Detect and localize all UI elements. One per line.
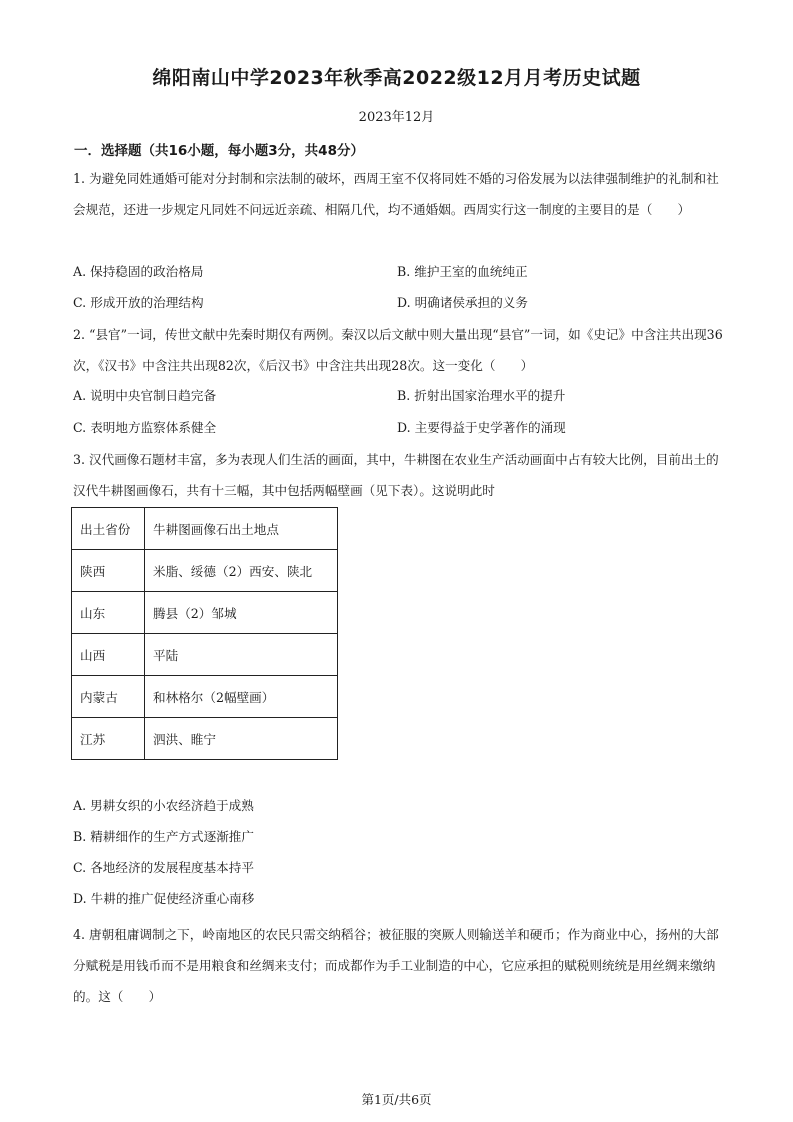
table-header-cell: 出土省份 xyxy=(72,508,145,550)
table-cell: 陕西 xyxy=(72,550,145,592)
question-2-option-c: C. 表明地方监察体系健全 xyxy=(73,420,217,435)
section-heading: 一．选择题（共16小题，每小题3分，共48分） xyxy=(74,143,364,159)
table-header-cell: 牛耕图画像石出土地点 xyxy=(145,508,338,550)
question-3-option-d: D. 牛耕的推广促使经济重心南移 xyxy=(73,891,255,906)
question-3-option-b: B. 精耕细作的生产方式逐渐推广 xyxy=(73,829,254,844)
table-cell: 山东 xyxy=(72,592,145,634)
question-2-option-d: D. 主要得益于史学著作的涌现 xyxy=(397,420,566,435)
question-2-option-a: A. 说明中央官制日趋完备 xyxy=(73,388,217,403)
question-3-option-a: A. 男耕女织的小农经济趋于成熟 xyxy=(73,798,254,813)
table-cell: 内蒙古 xyxy=(72,676,145,718)
table-cell: 和林格尔（2幅壁画） xyxy=(145,676,338,718)
question-1-option-b: B. 维护王室的血统纯正 xyxy=(397,264,528,279)
table-cell: 泗洪、睢宁 xyxy=(145,718,338,760)
exam-date: 2023年12月 xyxy=(358,110,435,125)
table-cell: 腾县（2）邹城 xyxy=(145,592,338,634)
table-cell: 山西 xyxy=(72,634,145,676)
question-1-option-a: A. 保持稳固的政治格局 xyxy=(73,264,204,279)
page-number: 第1页/共6页 xyxy=(361,1092,432,1107)
question-1-stem: 1. 为避免同姓通婚可能对分封制和宗法制的破坏，西周王室不仅将同姓不婚的习俗发展为以法律强制维护的礼制和社会规范，还进一步规定凡同姓不问远近亲疏、相隔几代，均不通婚姻。西周实行这一制度的主要目的是（ ） xyxy=(73,171,719,217)
table-cell: 江苏 xyxy=(72,718,145,760)
table-row xyxy=(72,634,338,676)
question-3-stem: 3. 汉代画像石题材丰富，多为表现人们生活的画面，其中，牛耕图在农业生产活动画面中占有较大比例，目前出土的汉代牛耕图画像石，共有十三幅，其中包括两幅壁画（见下表）。这说明此时 xyxy=(73,452,719,498)
table-cell: 平陆 xyxy=(145,634,338,676)
table-cell: 米脂、绥德（2）西安、陕北 xyxy=(145,550,338,592)
table-row xyxy=(72,550,338,592)
excavation-table xyxy=(71,507,338,760)
question-3-option-c: C. 各地经济的发展程度基本持平 xyxy=(73,860,254,875)
page-title: 绵阳南山中学2023年秋季高2022级12月月考历史试题 xyxy=(152,67,641,89)
question-2-option-b: B. 折射出国家治理水平的提升 xyxy=(397,388,566,403)
table-header-row xyxy=(72,508,338,550)
question-1-option-d: D. 明确诸侯承担的义务 xyxy=(397,295,528,310)
question-1-option-c: C. 形成开放的治理结构 xyxy=(73,295,204,310)
question-2-stem: 2. “县官”一词，传世文献中先秦时期仅有两例。秦汉以后文献中则大量出现“县官”一词，如《史记》中含注共出现36次，《汉书》中含注共出现82次，《后汉书》中含注共出现28次。这一变化（ ） xyxy=(73,327,723,373)
table-row xyxy=(72,718,338,760)
table-row xyxy=(72,676,338,718)
question-4-stem: 4. 唐朝租庸调制之下，岭南地区的农民只需交纳稻谷；被征服的突厥人则输送羊和硬币；作为商业中心，扬州的大部分赋税是用钱币而不是用粮食和丝绸来支付；而成都作为手工业制造的中心，它应承担的赋税则统统是用丝绸来缴纳的。这（ ） xyxy=(73,927,719,1004)
table-row xyxy=(72,592,338,634)
